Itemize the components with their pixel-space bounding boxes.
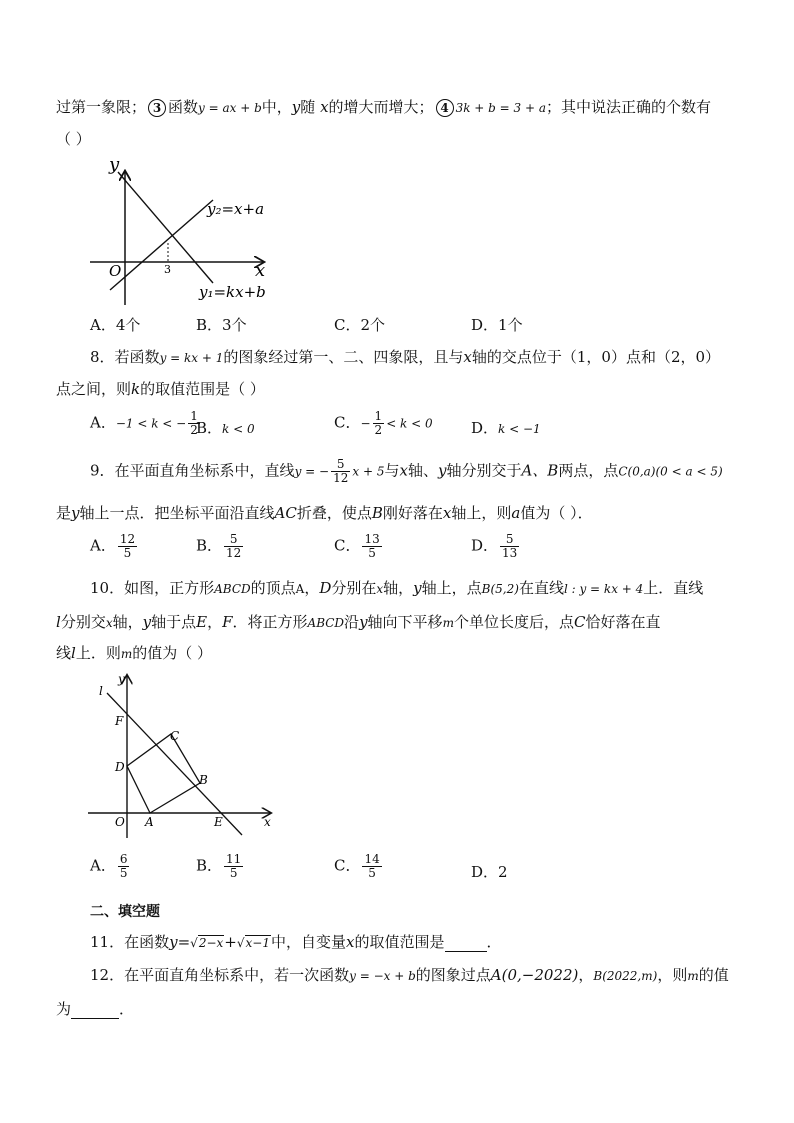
q8-option-c: C．− $\frac{1}{2}$ < k < 0 [334,409,433,437]
q10-square-abcd [127,734,200,813]
q11-answer-blank[interactable] [445,933,487,952]
q7-x-label: x [255,260,266,281]
circled-4: 4 [436,99,454,117]
q7-option-c: C．2个 [334,316,386,334]
q7-label-y2: y₂=x+a [207,200,265,218]
q9-line1: 9．在平面直角坐标系中，直线y = − $\frac{5}{12}$ x + 5与x轴、y轴分别交于A、B两点，点C(0,a)(0 < a < 5) [90,457,723,485]
q7-origin: O [109,262,122,280]
q9-option-a: A． $\frac{12}{5}$ [90,532,136,560]
q7-tick-3: 3 [164,263,171,276]
q11-line: 11．在函数y=√2−x+√x−1中，自变量x的取值范围是 ． [90,933,502,951]
q7-paren: （ ） [56,130,91,148]
q7-y-label: y [109,155,120,175]
q10-line2: l分别交x轴，y轴于点E，F．将正方形ABCD沿y轴向下平移m个单位长度后，点C恰好落在直 [56,613,661,631]
q10-graph [88,670,288,840]
q8-option-b: B．k < 0 [196,419,255,437]
q10-label-D: D [115,760,125,774]
q7-option-b: B．3个 [196,316,247,334]
q8-option-a: A．−1 < k < − $\frac{1}{2}$ [90,409,198,437]
q10-label-C: C [170,729,180,743]
q7-option-d: D．1个 [471,316,523,334]
q8-line2: 点之间，则k的取值范围是（ ） [56,380,265,398]
q10-label-A: A [145,815,154,829]
q12-line1: 12．在平面直角坐标系中，若一次函数y = −x + b的图象过点A(0,−2022)，B(2022,m)，则m的值 [90,966,729,984]
q7-line1: 过第一象限； 3 函数y = ax + b中，y随 x的增大而增大； 4 3k + b = 3 + a；其中说法正确的个数有 [56,98,712,116]
q10-label-F: F [115,714,124,728]
q10-label-B: B [199,773,208,787]
q10-line1: 10．如图，正方形ABCD的顶点A，D分别在x轴，y轴上，点B(5,2)在直线l : y = kx + 4上．直线 [90,579,704,597]
q9-line2: 是y轴上一点．把坐标平面沿直线AC折叠，使点B刚好落在x轴上，则a值为（ ）． [56,504,593,522]
q12-line2: 为 ． [56,1000,135,1018]
q10-label-E: E [214,815,223,829]
q10-option-b: B． $\frac{11}{5}$ [196,852,242,880]
q8-option-d: D．k < −1 [471,419,541,437]
q12-answer-blank[interactable] [71,1000,119,1019]
q10-line3: 线l上．则m的值为（ ） [56,644,213,662]
q10-label-x: x [264,815,271,829]
q7-label-y1: y₁=kx+b [199,283,266,301]
q8-line1: 8．若函数y = kx + 1的图象经过第一、二、四象限，且与x轴的交点位于（1，0）点和（2，0） [90,348,721,366]
q9-option-d: D． $\frac{5}{13}$ [471,532,518,560]
q7-option-a: A．4个 [90,316,141,334]
q9-option-b: B． $\frac{5}{12}$ [196,532,242,560]
q10-option-a: A． $\frac{6}{5}$ [90,852,128,880]
q10-label-y: y [118,672,125,686]
q10-label-l: l [99,684,103,698]
circled-3: 3 [148,99,166,117]
q9-option-c: C． $\frac{13}{5}$ [334,532,380,560]
q7-graph [85,155,275,310]
q10-option-d: D．2 [471,863,508,881]
section-title-fill-in: 二、填空题 [90,904,160,920]
q10-label-O: O [115,815,125,829]
q10-option-c: C． $\frac{14}{5}$ [334,852,380,880]
